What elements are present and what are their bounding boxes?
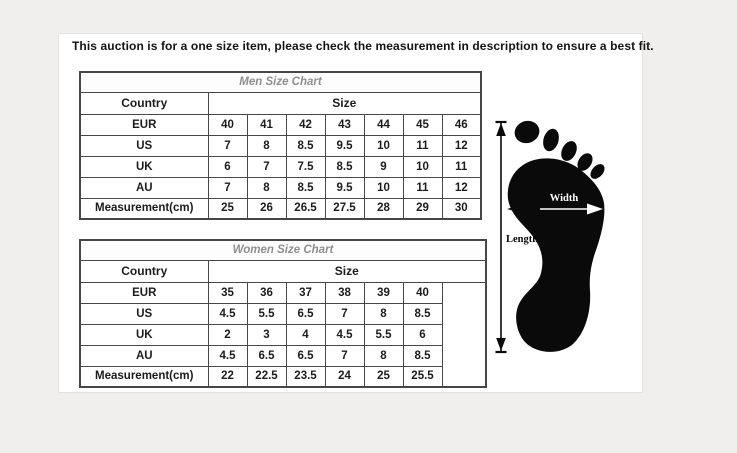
size-value: 8.5 — [403, 303, 442, 324]
size-value: 7 — [325, 303, 364, 324]
size-value: 4 — [286, 324, 325, 345]
size-value: 27.5 — [325, 198, 364, 219]
size-value: 22 — [208, 366, 247, 387]
size-value: 42 — [286, 114, 325, 135]
size-value: 29 — [403, 198, 442, 219]
size-value: 8.5 — [286, 177, 325, 198]
size-value: 7.5 — [286, 156, 325, 177]
size-value: 24 — [325, 366, 364, 387]
size-value: 8 — [364, 303, 403, 324]
size-value: 11 — [403, 177, 442, 198]
empty-cell — [442, 282, 486, 387]
size-value: 4.5 — [325, 324, 364, 345]
row-label: AU — [80, 177, 208, 198]
row-label: EUR — [80, 114, 208, 135]
size-value: 44 — [364, 114, 403, 135]
row-label: US — [80, 135, 208, 156]
size-value: 8 — [364, 345, 403, 366]
table-row — [80, 177, 481, 198]
size-value: 5.5 — [247, 303, 286, 324]
table-row — [80, 135, 481, 156]
size-value: 2 — [208, 324, 247, 345]
row-label: UK — [80, 156, 208, 177]
foot-sole-shape — [508, 158, 605, 352]
size-value: 46 — [442, 114, 481, 135]
row-label: Measurement(cm) — [80, 198, 208, 219]
size-value: 8.5 — [325, 156, 364, 177]
size-value: 10 — [403, 156, 442, 177]
women-size-chart-size-header: Size — [208, 260, 486, 282]
size-value: 26.5 — [286, 198, 325, 219]
size-value: 30 — [442, 198, 481, 219]
size-value: 7 — [208, 135, 247, 156]
men-size-chart-table-slot — [79, 71, 482, 220]
size-value: 8 — [247, 135, 286, 156]
size-value: 22.5 — [247, 366, 286, 387]
size-value: 9.5 — [325, 135, 364, 156]
row-label: US — [80, 303, 208, 324]
size-value: 12 — [442, 135, 481, 156]
toe-3 — [558, 138, 580, 163]
length-label: Length — [506, 234, 539, 245]
table-row — [80, 198, 481, 219]
size-value: 9 — [364, 156, 403, 177]
length-arrow — [496, 122, 507, 352]
size-value: 41 — [247, 114, 286, 135]
size-value: 25.5 — [403, 366, 442, 387]
row-label: AU — [80, 345, 208, 366]
size-value: 25 — [364, 366, 403, 387]
size-value: 23.5 — [286, 366, 325, 387]
table-row — [80, 156, 481, 177]
size-value: 11 — [442, 156, 481, 177]
foot-measurement-diagram — [494, 101, 644, 371]
size-value: 38 — [325, 282, 364, 303]
table-row — [80, 282, 486, 303]
size-value: 7 — [247, 156, 286, 177]
size-value: 10 — [364, 135, 403, 156]
size-value: 26 — [247, 198, 286, 219]
size-value: 40 — [403, 282, 442, 303]
size-value: 10 — [364, 177, 403, 198]
size-value: 8 — [247, 177, 286, 198]
size-value: 4.5 — [208, 345, 247, 366]
size-value: 43 — [325, 114, 364, 135]
size-value: 25 — [208, 198, 247, 219]
men-size-chart-title: Men Size Chart — [80, 72, 481, 92]
size-value: 5.5 — [364, 324, 403, 345]
men-size-chart-size-header: Size — [208, 92, 481, 114]
size-value: 6.5 — [286, 345, 325, 366]
auction-notice: This auction is for a one size item, please check the measurement in description to ensure a best fit. — [72, 39, 654, 53]
table-row — [80, 345, 486, 366]
size-value: 28 — [364, 198, 403, 219]
size-value: 11 — [403, 135, 442, 156]
width-label: Width — [549, 193, 579, 204]
size-value: 8.5 — [286, 135, 325, 156]
size-value: 35 — [208, 282, 247, 303]
table-row — [80, 114, 481, 135]
row-label: UK — [80, 324, 208, 345]
row-label: Measurement(cm) — [80, 366, 208, 387]
men-size-chart-table — [79, 71, 482, 220]
size-value: 39 — [364, 282, 403, 303]
size-value: 7 — [208, 177, 247, 198]
size-value: 36 — [247, 282, 286, 303]
women-size-chart-table — [79, 239, 487, 388]
table-row — [80, 303, 486, 324]
size-value: 7 — [325, 345, 364, 366]
size-value: 40 — [208, 114, 247, 135]
size-value: 6.5 — [286, 303, 325, 324]
size-value: 6.5 — [247, 345, 286, 366]
row-label: EUR — [80, 282, 208, 303]
size-value: 3 — [247, 324, 286, 345]
size-value: 6 — [403, 324, 442, 345]
table-row — [80, 324, 486, 345]
women-size-chart-table-slot — [79, 239, 487, 388]
table-row — [80, 366, 486, 387]
size-value: 6 — [208, 156, 247, 177]
women-size-chart-country-header: Country — [80, 260, 208, 282]
big-toe — [512, 118, 543, 147]
size-value: 45 — [403, 114, 442, 135]
women-size-chart-title: Women Size Chart — [80, 240, 486, 260]
size-value: 8.5 — [403, 345, 442, 366]
toe-2 — [541, 127, 562, 153]
size-value: 37 — [286, 282, 325, 303]
men-size-chart-country-header: Country — [80, 92, 208, 114]
size-value: 12 — [442, 177, 481, 198]
size-value: 4.5 — [208, 303, 247, 324]
size-chart-panel — [58, 33, 654, 393]
size-value: 9.5 — [325, 177, 364, 198]
